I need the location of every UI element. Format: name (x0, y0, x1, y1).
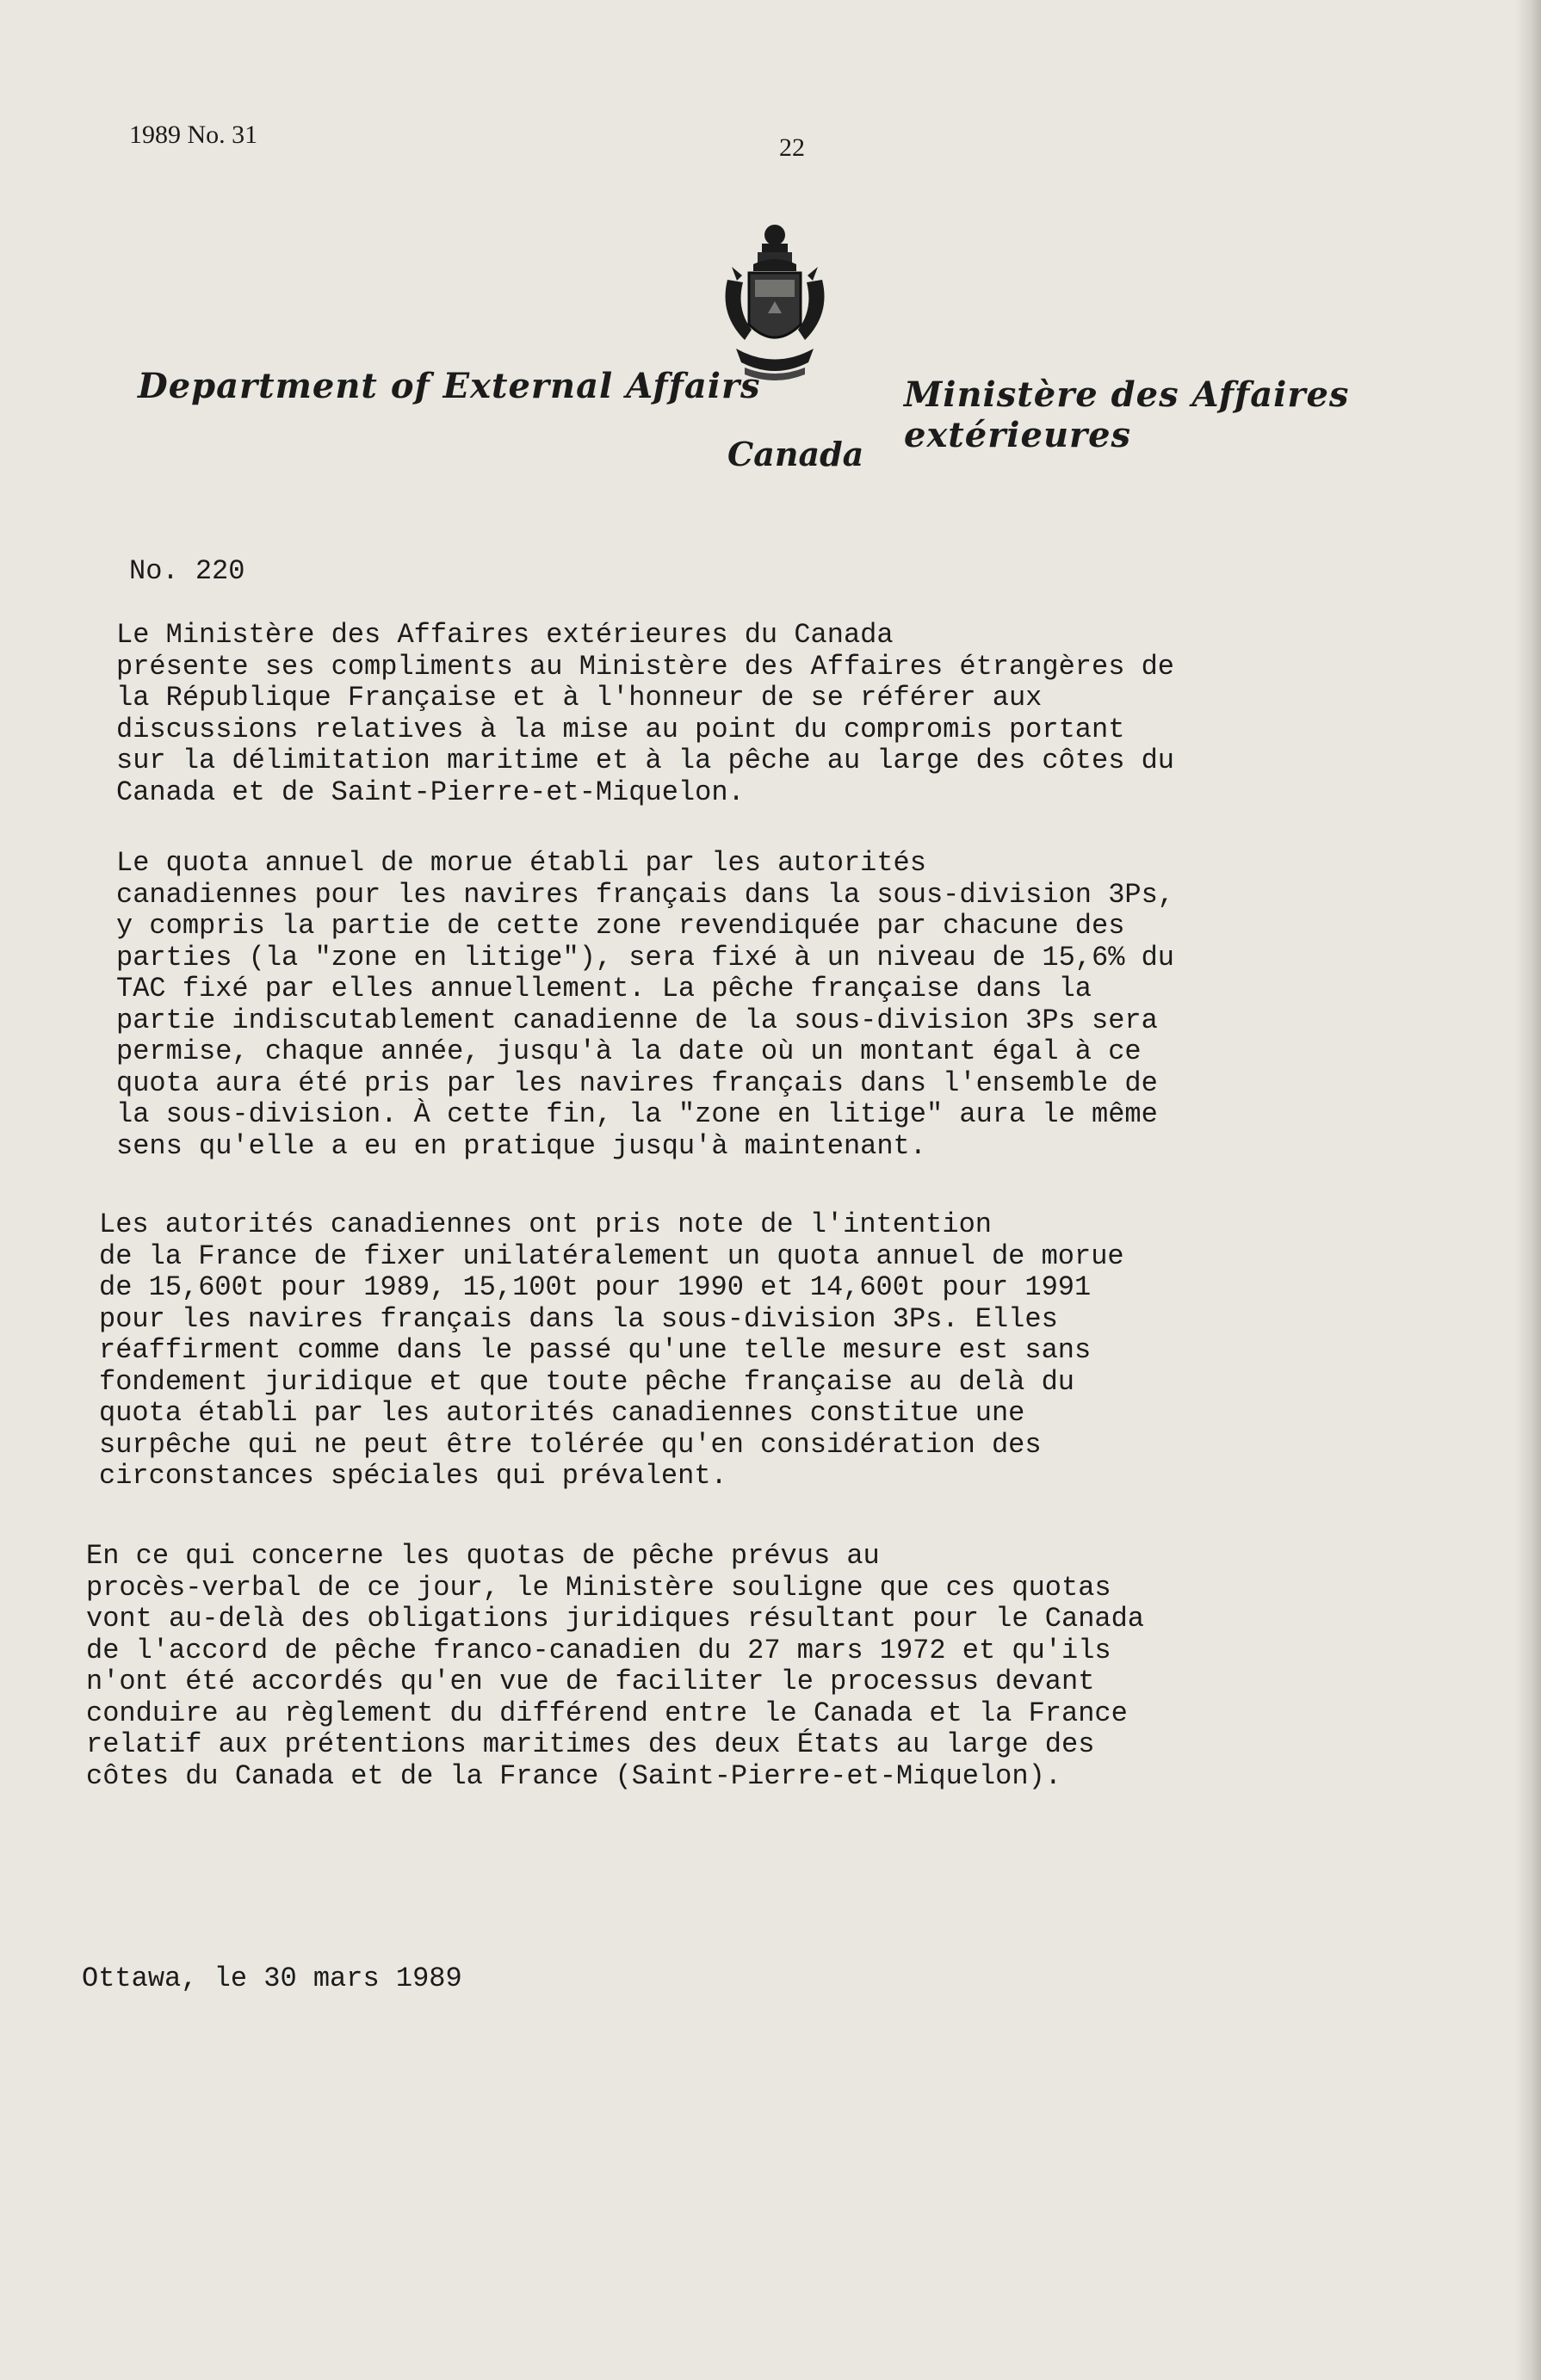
paragraph-4: En ce qui concerne les quotas de pêche prévus au procès-verbal de ce jour, le Ministère souligne que ces quotas vont au-delà des obligations juridiques résultant pour le Canada de l'accord de pêche franco-canadien du 27 mars 1972 et qu'ils n'ont été accordés qu'en vue de faciliter le processus devant conduire au règlement du différend entre le Canada et la France relatif aux prétentions maritimes des deux États au large des côtes du Canada et de la France (Saint-Pierre-et-Miquelon). (86, 1540, 1144, 1792)
department-name-english: Department of External Affairs (138, 366, 761, 406)
paragraph-1: Le Ministère des Affaires extérieures du Canada présente ses compliments au Ministère des Affaires étrangères de la République Française et à l'honneur de se référer aux discussions relatives à la mise au point du compromis portant sur la délimitation maritime et à la pêche au large des côtes du Canada et de Saint-Pierre-et-Miquelon. (116, 619, 1174, 808)
document-reference: 1989 No. 31 (129, 121, 258, 149)
page-edge (1515, 0, 1541, 2380)
note-number: No. 220 (129, 555, 245, 587)
paragraph-3: Les autorités canadiennes ont pris note de l'intention de la France de fixer unilatéralement un quota annuel de morue de 15,600t pour 1989, 15,100t pour 1990 et 14,600t pour 1991 pour les navires français dans la sous-division 3Ps. Elles réaffirment comme dans le passé qu'une telle mesure est sans fondement juridique et que toute pêche française au delà du quota établi par les autorités canadiennes constitue une surpêche qui ne peut être tolérée qu'en considération des circonstances spéciales qui prévalent. (99, 1209, 1124, 1492)
page-number: 22 (779, 133, 805, 162)
department-name-french: Ministère des Affaires extérieures (904, 374, 1350, 455)
paragraph-2: Le quota annuel de morue établi par les autorités canadiennes pour les navires français dans la sous-division 3Ps, y compris la partie de cette zone revendiquée par chacune des parties (la "zone en litige"), sera fixé à un niveau de 15,6% du TAC fixé par elles annuellement. La pêche française dans la partie indiscutablement canadienne de la sous-division 3Ps sera permise, chaque année, jusqu'à la date où un montant égal à ce quota aura été pris par les navires français dans l'ensemble de la sous-division. À cette fin, la "zone en litige" aura le même sens qu'elle a eu en pratique jusqu'à maintenant. (116, 847, 1174, 1162)
place-and-date: Ottawa, le 30 mars 1989 (82, 1963, 462, 1994)
country-name: Canada (727, 435, 864, 473)
